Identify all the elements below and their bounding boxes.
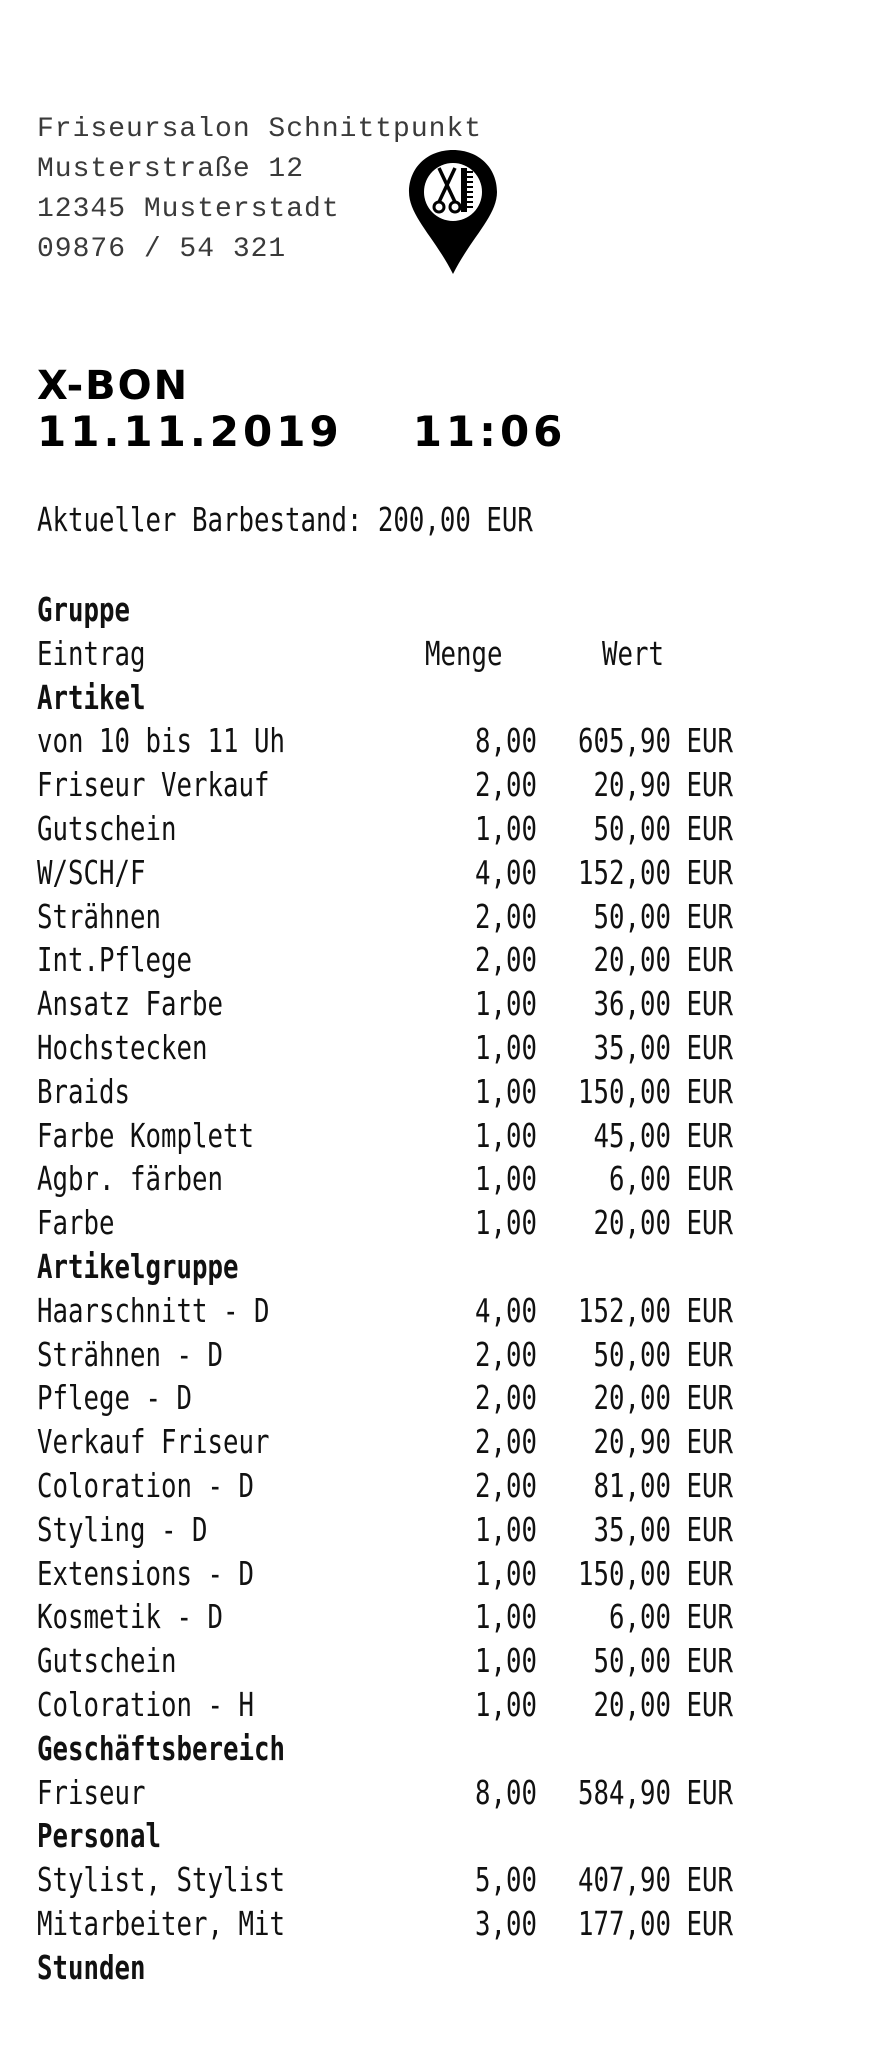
item-value: 150,00 EUR bbox=[578, 1553, 733, 1593]
item-value: 152,00 EUR bbox=[578, 1290, 733, 1330]
section-title: Geschäftsbereich bbox=[37, 1728, 285, 1768]
item-name: Braids bbox=[37, 1071, 130, 1111]
line-item bbox=[37, 1157, 797, 1201]
line-item bbox=[37, 763, 797, 807]
line-item bbox=[37, 851, 797, 895]
section-title: Artikelgruppe bbox=[37, 1246, 239, 1286]
item-value: 50,00 EUR bbox=[593, 896, 733, 936]
line-item bbox=[37, 807, 797, 851]
item-quantity: 1,00 bbox=[475, 1509, 537, 1549]
item-value: 6,00 EUR bbox=[609, 1159, 733, 1199]
item-name: Agbr. färben bbox=[37, 1159, 223, 1199]
item-name: Stylist, Stylist bbox=[37, 1860, 285, 1900]
line-item bbox=[37, 1552, 797, 1596]
item-name: Mitarbeiter, Mit bbox=[37, 1903, 285, 1943]
section-heading bbox=[37, 1814, 797, 1858]
street-address: Musterstraße 12 bbox=[37, 154, 305, 185]
item-quantity: 8,00 bbox=[475, 721, 537, 761]
item-name: Int.Pflege bbox=[37, 940, 192, 980]
qty-column-label: Menge bbox=[425, 633, 503, 673]
line-item bbox=[37, 1070, 797, 1114]
item-value: 20,90 EUR bbox=[593, 765, 733, 805]
map-pin-scissors-comb-icon bbox=[405, 146, 501, 278]
section-title: Artikel bbox=[37, 677, 146, 717]
item-value: 45,00 EUR bbox=[593, 1115, 733, 1155]
item-quantity: 4,00 bbox=[475, 1290, 537, 1330]
column-header-row bbox=[37, 632, 797, 676]
item-value: 407,90 EUR bbox=[578, 1860, 733, 1900]
line-item bbox=[37, 1114, 797, 1158]
item-name: Farbe Komplett bbox=[37, 1115, 254, 1155]
item-quantity: 1,00 bbox=[475, 1641, 537, 1681]
line-item bbox=[37, 1464, 797, 1508]
item-quantity: 1,00 bbox=[475, 984, 537, 1024]
section-title: Stunden bbox=[37, 1947, 146, 1987]
line-item bbox=[37, 982, 797, 1026]
item-name: Verkauf Friseur bbox=[37, 1422, 270, 1462]
item-value: 50,00 EUR bbox=[593, 808, 733, 848]
item-quantity: 3,00 bbox=[475, 1903, 537, 1943]
item-name: Coloration - D bbox=[37, 1465, 254, 1505]
item-name: Pflege - D bbox=[37, 1378, 192, 1418]
value-column-label: Wert bbox=[602, 633, 664, 673]
item-quantity: 8,00 bbox=[475, 1772, 537, 1812]
item-quantity: 2,00 bbox=[475, 896, 537, 936]
line-item bbox=[37, 1420, 797, 1464]
item-value: 35,00 EUR bbox=[593, 1509, 733, 1549]
item-quantity: 2,00 bbox=[475, 1378, 537, 1418]
line-item bbox=[37, 1683, 797, 1727]
item-value: 20,00 EUR bbox=[593, 940, 733, 980]
line-item bbox=[37, 1508, 797, 1552]
entry-column-label: Eintrag bbox=[37, 633, 146, 673]
item-quantity: 1,00 bbox=[475, 1553, 537, 1593]
item-name: Kosmetik - D bbox=[37, 1597, 223, 1637]
receipt-title: X-BON bbox=[37, 363, 190, 409]
item-quantity: 2,00 bbox=[475, 1465, 537, 1505]
item-value: 20,00 EUR bbox=[593, 1378, 733, 1418]
item-value: 605,90 EUR bbox=[578, 721, 733, 761]
item-value: 150,00 EUR bbox=[578, 1071, 733, 1111]
item-quantity: 2,00 bbox=[475, 1422, 537, 1462]
item-name: Styling - D bbox=[37, 1509, 208, 1549]
receipt-datetime bbox=[37, 408, 566, 456]
item-value: 20,90 EUR bbox=[593, 1422, 733, 1462]
section-title: Personal bbox=[37, 1816, 161, 1856]
item-name: Haarschnitt - D bbox=[37, 1290, 270, 1330]
item-name: Friseur Verkauf bbox=[37, 765, 270, 805]
line-item bbox=[37, 1858, 797, 1902]
item-quantity: 1,00 bbox=[475, 1597, 537, 1637]
item-name: Strähnen bbox=[37, 896, 161, 936]
item-value: 81,00 EUR bbox=[593, 1465, 733, 1505]
item-name: Friseur bbox=[37, 1772, 146, 1812]
item-value: 35,00 EUR bbox=[593, 1027, 733, 1067]
item-name: Gutschein bbox=[37, 808, 177, 848]
line-item bbox=[37, 1771, 797, 1815]
line-item bbox=[37, 1201, 797, 1245]
item-quantity: 1,00 bbox=[475, 1684, 537, 1724]
item-value: 6,00 EUR bbox=[609, 1597, 733, 1637]
item-quantity: 1,00 bbox=[475, 808, 537, 848]
line-item bbox=[37, 1902, 797, 1946]
salon-name: Friseursalon Schnittpunkt bbox=[37, 114, 483, 145]
item-value: 20,00 EUR bbox=[593, 1203, 733, 1243]
section-heading bbox=[37, 1946, 797, 1990]
item-quantity: 5,00 bbox=[475, 1860, 537, 1900]
item-name: Ansatz Farbe bbox=[37, 984, 223, 1024]
cash-balance: Aktueller Barbestand: 200,00 EUR bbox=[37, 500, 533, 539]
section-heading bbox=[37, 1727, 797, 1771]
item-quantity: 2,00 bbox=[475, 765, 537, 805]
item-quantity: 1,00 bbox=[475, 1071, 537, 1111]
item-name: Gutschein bbox=[37, 1641, 177, 1681]
item-name: Strähnen - D bbox=[37, 1334, 223, 1374]
receipt-date: 11.11.2019 bbox=[37, 407, 343, 456]
line-item bbox=[37, 1289, 797, 1333]
item-value: 20,00 EUR bbox=[593, 1684, 733, 1724]
line-item bbox=[37, 1595, 797, 1639]
section-heading bbox=[37, 1245, 797, 1289]
item-name: Coloration - H bbox=[37, 1684, 254, 1724]
item-quantity: 2,00 bbox=[475, 1334, 537, 1374]
receipt-table bbox=[37, 588, 797, 1990]
item-name: Extensions - D bbox=[37, 1553, 254, 1593]
item-value: 177,00 EUR bbox=[578, 1903, 733, 1943]
item-quantity: 2,00 bbox=[475, 940, 537, 980]
item-value: 50,00 EUR bbox=[593, 1334, 733, 1374]
line-item bbox=[37, 895, 797, 939]
item-quantity: 1,00 bbox=[475, 1203, 537, 1243]
city-line: 12345 Musterstadt bbox=[37, 194, 340, 225]
line-item bbox=[37, 1376, 797, 1420]
column-header-group bbox=[37, 588, 797, 632]
line-item bbox=[37, 1639, 797, 1683]
line-item bbox=[37, 1026, 797, 1070]
line-item bbox=[37, 719, 797, 763]
item-name: von 10 bis 11 Uh bbox=[37, 721, 285, 761]
line-item bbox=[37, 1333, 797, 1377]
item-name: W/SCH/F bbox=[37, 852, 146, 892]
receipt-time: 11:06 bbox=[412, 407, 567, 456]
item-value: 584,90 EUR bbox=[578, 1772, 733, 1812]
phone-number: 09876 / 54 321 bbox=[37, 234, 287, 265]
item-name: Farbe bbox=[37, 1203, 115, 1243]
line-item bbox=[37, 938, 797, 982]
item-value: 50,00 EUR bbox=[593, 1641, 733, 1681]
item-quantity: 4,00 bbox=[475, 852, 537, 892]
item-value: 36,00 EUR bbox=[593, 984, 733, 1024]
item-quantity: 1,00 bbox=[475, 1027, 537, 1067]
section-heading bbox=[37, 676, 797, 720]
item-name: Hochstecken bbox=[37, 1027, 208, 1067]
item-value: 152,00 EUR bbox=[578, 852, 733, 892]
item-quantity: 1,00 bbox=[475, 1115, 537, 1155]
item-quantity: 1,00 bbox=[475, 1159, 537, 1199]
group-column-label: Gruppe bbox=[37, 590, 130, 629]
